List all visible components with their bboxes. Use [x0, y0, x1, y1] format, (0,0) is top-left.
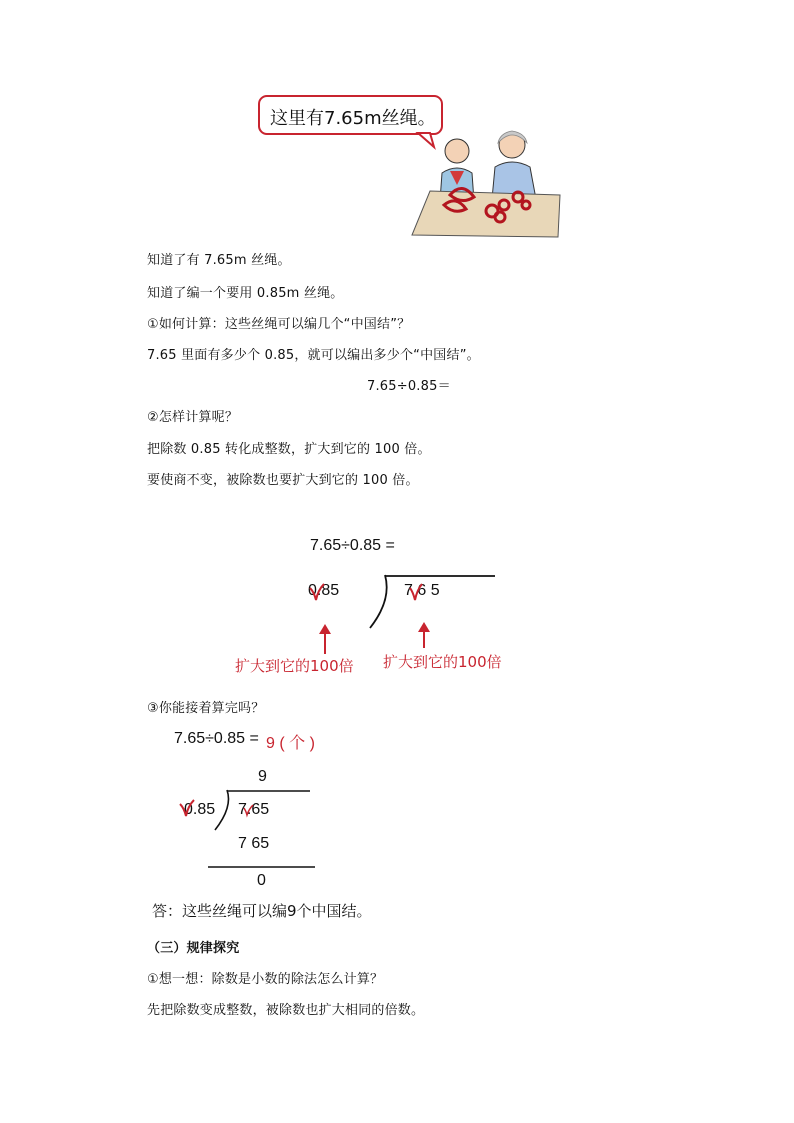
fig2-answer: 9 ( 个 )	[266, 735, 315, 752]
text-line-5: ②怎样计算呢？	[147, 410, 239, 425]
fig2-quotient: 9	[258, 768, 267, 785]
text-line-2: 知道了编一个要用 0.85m 丝绳。	[147, 286, 344, 301]
text-line-3: ①如何计算：这些丝绳可以编几个“中国结”？	[147, 317, 411, 332]
fig1-label-left: 扩大到它的100倍	[235, 657, 354, 675]
text-line-1: 知道了有 7.65m 丝绳。	[147, 253, 291, 268]
answer-statement: 答：这些丝绳可以编9个中国结。	[152, 902, 372, 920]
fig2-equation: 7.65÷0.85 =	[174, 730, 259, 747]
arrow-up-right-icon	[417, 620, 431, 650]
fig2-divisor: 0.85	[184, 801, 216, 818]
fig2-dividend: 7.65	[238, 801, 270, 818]
text-equation: 7.65÷0.85＝	[367, 379, 451, 394]
arrow-up-left-icon	[318, 622, 332, 656]
fig1-equation: 7.65÷0.85 =	[310, 537, 395, 554]
fig2-lines	[175, 785, 320, 870]
fig2-product: 7 65	[238, 835, 270, 852]
fig1-dividend: 7 6 5	[404, 582, 440, 599]
speech-bubble-text: 这里有7.65m丝绳。	[270, 108, 436, 129]
text-line-9: 先把除数变成整数，被除数也扩大相同的倍数。	[147, 1003, 425, 1018]
fig1-divisor: 0.85	[308, 582, 340, 599]
text-line-7: 要使商不变，被除数也要扩大到它的 100 倍。	[147, 473, 419, 488]
fig1-label-right: 扩大到它的100倍	[383, 653, 502, 671]
knot-making-scene-illustration	[400, 125, 565, 240]
text-line-6: 把除数 0.85 转化成整数，扩大到它的 100 倍。	[147, 442, 431, 457]
text-line-4: 7.65 里面有多少个 0.85，就可以编出多少个“中国结”。	[147, 348, 480, 363]
fig2-remainder: 0	[257, 872, 266, 889]
question-3: ③你能接着算完吗？	[147, 701, 265, 716]
text-line-8: ①想一想：除数是小数的除法怎么计算？	[147, 972, 384, 987]
section-title: （三）规律探究	[147, 941, 240, 956]
